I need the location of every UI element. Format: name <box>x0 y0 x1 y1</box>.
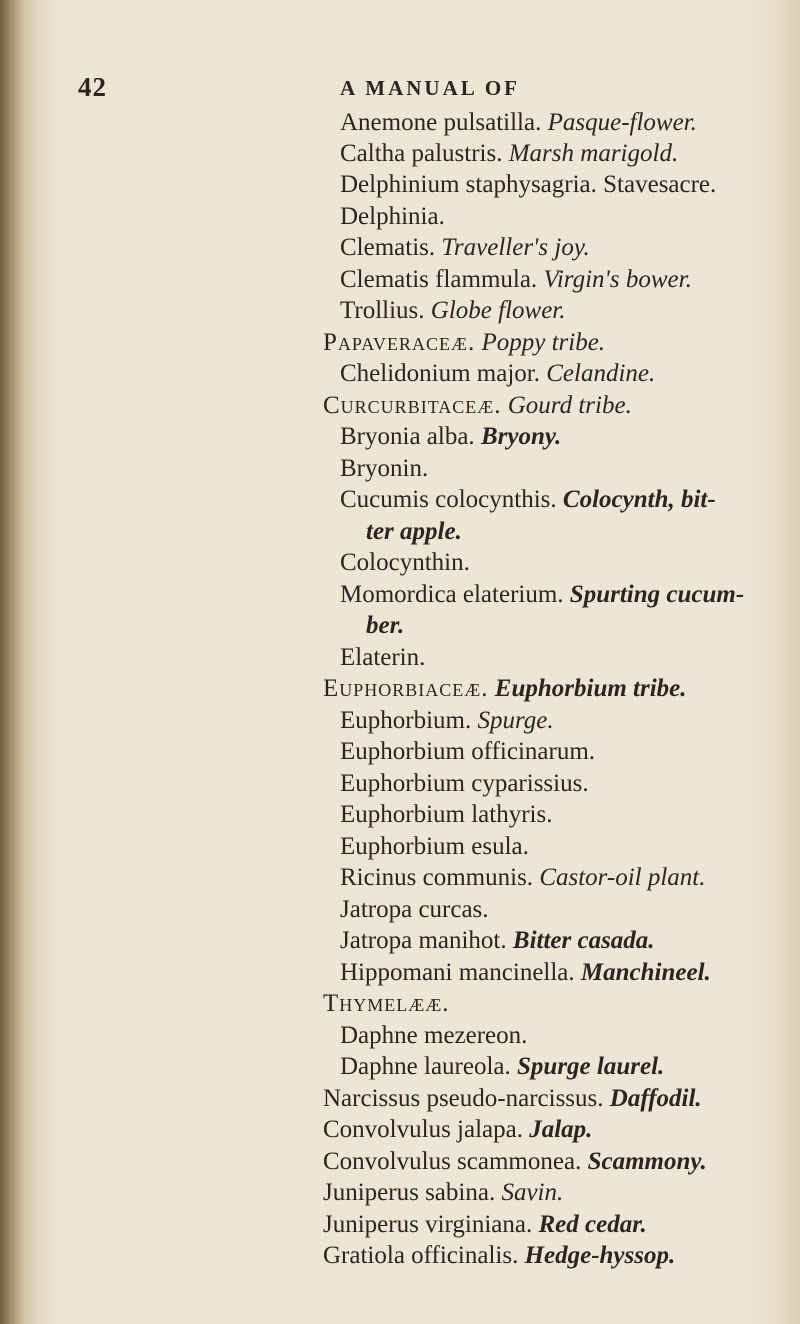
page-number: 42 <box>78 72 107 102</box>
list-item: Caltha palustris. Marsh marigold. <box>340 140 679 167</box>
list-item: Gratiola officinalis. Hedge-hyssop. <box>323 1242 676 1269</box>
list-item: Convolvulus scammonea. Scammony. <box>323 1148 707 1175</box>
list-item: Euphorbium officinarum. <box>340 738 596 765</box>
list-item: Hippomani mancinella. Manchineel. <box>340 959 711 986</box>
list-item: Euphorbium. Spurge. <box>340 707 554 734</box>
list-item: Bryonia alba. Bryony. <box>340 423 562 450</box>
running-head: A MANUAL OF <box>340 76 520 100</box>
list-item: Euphorbium lathyris. <box>340 801 553 828</box>
list-item: Daphne laureola. Spurge laurel. <box>340 1053 665 1080</box>
list-item: Trollius. Globe flower. <box>340 297 566 324</box>
list-item: Elaterin. <box>340 644 426 671</box>
list-item: Daphne mezereon. <box>340 1022 528 1049</box>
list-item: Cucumis colocynthis. Colocynth, bit- <box>340 486 716 513</box>
list-item: Chelidonium major. Celandine. <box>340 360 656 387</box>
list-item: Delphinia. <box>340 203 445 230</box>
list-item: Anemone pulsatilla. Pasque-flower. <box>340 109 697 136</box>
list-item: Delphinium staphysagria. Stavesacre. <box>340 171 717 198</box>
list-item: Momordica elaterium. Spurting cucum- <box>340 581 745 608</box>
list-item: Ricinus communis. Castor-oil plant. <box>340 864 706 891</box>
list-item: Clematis flammula. Virgin's bower. <box>340 266 692 293</box>
list-item: Convolvulus jalapa. Jalap. <box>323 1116 593 1143</box>
list-item: ter apple. <box>366 518 462 545</box>
list-item: Papaveraceæ. Poppy tribe. <box>323 329 606 356</box>
list-item: Jatropa curcas. <box>340 896 489 923</box>
list-item: Euphorbiaceæ. Euphorbium tribe. <box>323 675 687 702</box>
list-item: Juniperus virginiana. Red cedar. <box>323 1211 647 1238</box>
list-item: Jatropa manihot. Bitter casada. <box>340 927 655 954</box>
list-item: ber. <box>366 612 405 639</box>
list-item: Juniperus sabina. Savin. <box>323 1179 564 1206</box>
list-item: Euphorbium cyparissius. <box>340 770 589 797</box>
list-item: Clematis. Traveller's joy. <box>340 234 590 261</box>
list-item: Colocynthin. <box>340 549 470 576</box>
list-item: Bryonin. <box>340 455 429 482</box>
list-item: Euphorbium esula. <box>340 833 529 860</box>
list-item: Narcissus pseudo-narcissus. Daffodil. <box>323 1085 702 1112</box>
list-item: Curcurbitaceæ. Gourd tribe. <box>323 392 632 419</box>
list-item: Thymelææ. <box>323 990 450 1017</box>
